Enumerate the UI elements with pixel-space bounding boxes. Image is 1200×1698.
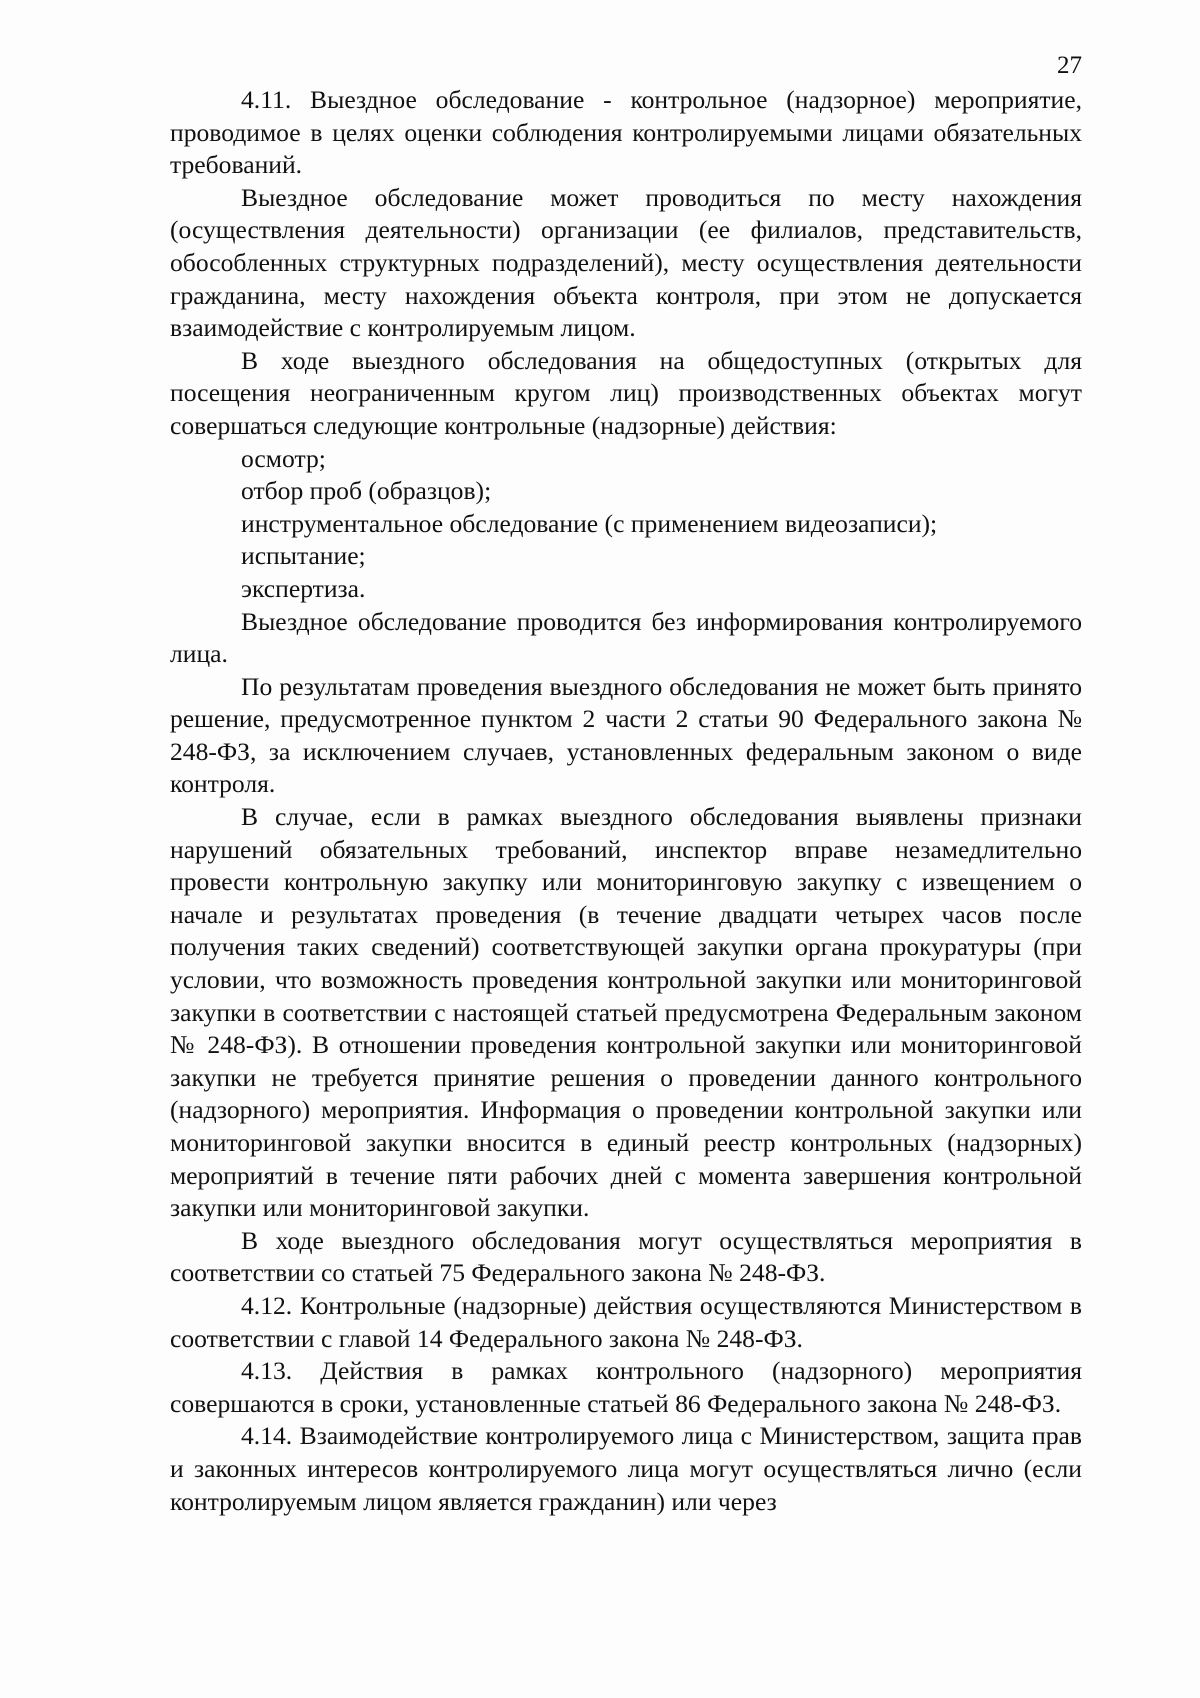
paragraph: 4.13. Действия в рамках контрольного (надзорного) мероприятия совершаются в сроки, установленные статьей 86 Федерального закона № 248-ФЗ. bbox=[170, 1356, 1082, 1418]
paragraph: В ходе выездного обследования могут осуществляться мероприятия в соответствии со статьей 75 Федерального закона № 248-ФЗ. bbox=[170, 1225, 1082, 1288]
list-item: испытание; bbox=[241, 541, 366, 571]
page-number: 27 bbox=[1057, 52, 1082, 79]
list-item: экспертиза. bbox=[241, 573, 366, 603]
paragraph: 4.14. Взаимодействие контролируемого лица с Министерством, защита прав и законных интересов контролируемого лица могут осуществляться лично (если контролируемым лицом является гражданин) или через bbox=[170, 1421, 1082, 1516]
paragraph: 4.11. Выездное обследование - контрольное (надзорное) мероприятие, проводимое в целях оценки соблюдения контролируемыми лицами обязательных требований. bbox=[170, 85, 1082, 180]
actions-list bbox=[170, 443, 1082, 606]
paragraph: В случае, если в рамках выездного обследования выявлены признаки нарушений обязательных требований, инспектор вправе незамедлительно провести контрольную закупку или мониторинговую закупку с извещением о начале и результатах проведения (в течение двадцати четырех часов после получения таких сведений) соответствующей закупки органа прокуратуры (при условии, что возможность проведения контрольной закупки или мониторинговой закупки в соответствии с настоящей статьей предусмотрена Федеральным законом № 248-ФЗ). В отношении проведения контрольной закупки или мониторинговой закупки не требуется принятие решения о проведении данного контрольного (надзорного) мероприятия. Информация о проведении контрольной закупки или мониторинговой закупки вносится в единый реестр контрольных (надзорных) мероприятий в течение пяти рабочих дней с момента завершения контрольной закупки или мониторинговой закупки. bbox=[170, 802, 1082, 1223]
paragraph: 4.12. Контрольные (надзорные) действия осуществляются Министерством в соответствии с главой 14 Федерального закона № 248-ФЗ. bbox=[170, 1290, 1082, 1353]
list-item: инструментальное обследование (с применением видеозаписи); bbox=[241, 508, 938, 538]
list-item: осмотр; bbox=[241, 443, 326, 473]
list-item: отбор проб (образцов); bbox=[241, 476, 492, 506]
document-body bbox=[170, 84, 1082, 1518]
paragraph: Выездное обследование может проводиться по месту нахождения (осуществления деятельности) организации (ее филиалов, представительств, обособленных структурных подразделений), месту осуществления деятельности гражданина, месту нахождения объекта контроля, при этом не допускается взаимодействие с контролируемым лицом. bbox=[170, 182, 1082, 343]
paragraph: По результатам проведения выездного обследования не может быть принято решение, предусмотренное пунктом 2 части 2 статьи 90 Федерального закона № 248-ФЗ, за исключением случаев, установленных федеральным законом о виде контроля. bbox=[170, 671, 1082, 799]
paragraph: Выездное обследование проводится без информирования контролируемого лица. bbox=[170, 606, 1082, 669]
paragraph: В ходе выездного обследования на общедоступных (открытых для посещения неограниченным кругом лиц) производственных объектах могут совершаться следующие контрольные (надзорные) действия: bbox=[170, 345, 1082, 440]
